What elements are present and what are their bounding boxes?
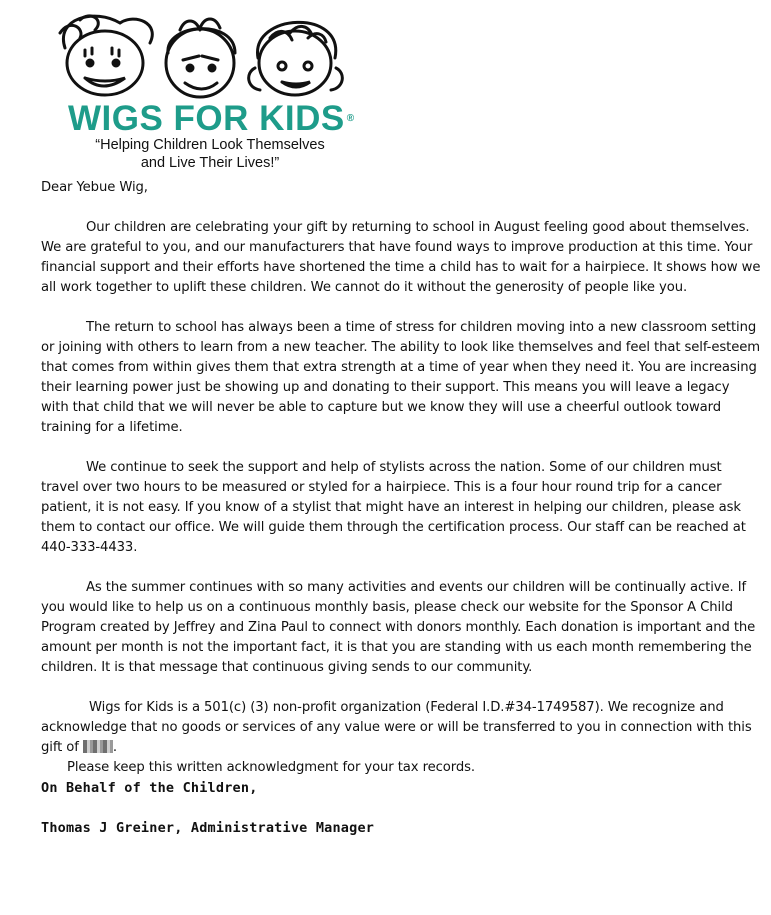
paragraph-monthly-giving: As the summer continues with so many activities and events our children will be continually active. If you would like to help us on a continuous monthly basis, please check our website for the Sponsor A Child Program created by Jeffrey and Zina Paul to connect with donors monthly. Each donation is important and the amount per month is not the important fact, it is that you are standing with us each month remembering the children. It is that message that continuous giving sends to our community.: [41, 580, 756, 675]
tagline-line-2: and Live Their Lives!”: [140, 155, 280, 171]
nonprofit-statement-text: Wigs for Kids is a 501(c) (3) non-profit organization (Federal I.D.#34-1749587). We recognize and acknowledge that no goods or services of any value were or will be transferred to you in connection with this gift of: [41, 700, 752, 755]
tagline: [40, 136, 380, 172]
paragraph-return-to-school: The return to school has always been a time of stress for children moving into a new classroom setting or joining with others to learn from a new teacher. The ability to look like themselves and feel that self-esteem that comes from within gives them that extra strength at a time of year when they need it. You are increasing their learning power just be showing up and donating to their support. This means you will leave a legacy with that child that we will never be able to capture but we know they will use a cheerful outlook toward training for a lifetime.: [41, 320, 760, 435]
signature: Thomas J Greiner, Administrative Manager: [41, 820, 375, 836]
letter-body: [41, 178, 761, 838]
three-cartoon-child-faces-icon: [50, 8, 350, 103]
logo-wordmark: WIGS FOR KIDS ®: [68, 99, 355, 138]
tax-records-note: Please keep this written acknowledgment for your tax records.: [67, 760, 475, 775]
tagline-line-1: “Helping Children Look Themselves: [95, 137, 325, 153]
gift-amount-suffix: .: [112, 740, 118, 755]
salutation: Dear Yebue Wig,: [41, 180, 148, 195]
letterhead: [40, 8, 360, 171]
paragraph-stylists: We continue to seek the support and help of stylists across the nation. Some of our children must travel over two hours to be measured or styled for a hairpiece. This is a four hour round trip for a cancer patient, it is not easy. If you know of a stylist that might have an interest in helping our children, please ask them to contact our office. We will guide them through the certification process. Our staff can be reached at 440-333-4433.: [41, 460, 746, 555]
closing: On Behalf of the Children,: [41, 780, 258, 796]
paragraph-gift-celebration: Our children are celebrating your gift by returning to school in August feeling good about themselves. We are grateful to you, and our manufacturers that have found ways to improve production at this time. Your financial support and their efforts have shortened the time a child has to wait for a hairpiece. It shows how we all work together to uplift these children. We cannot do it without the generosity of people like you.: [41, 220, 761, 295]
redacted-gift-amount: [83, 740, 113, 753]
paragraph-nonprofit-statement: [41, 698, 761, 758]
